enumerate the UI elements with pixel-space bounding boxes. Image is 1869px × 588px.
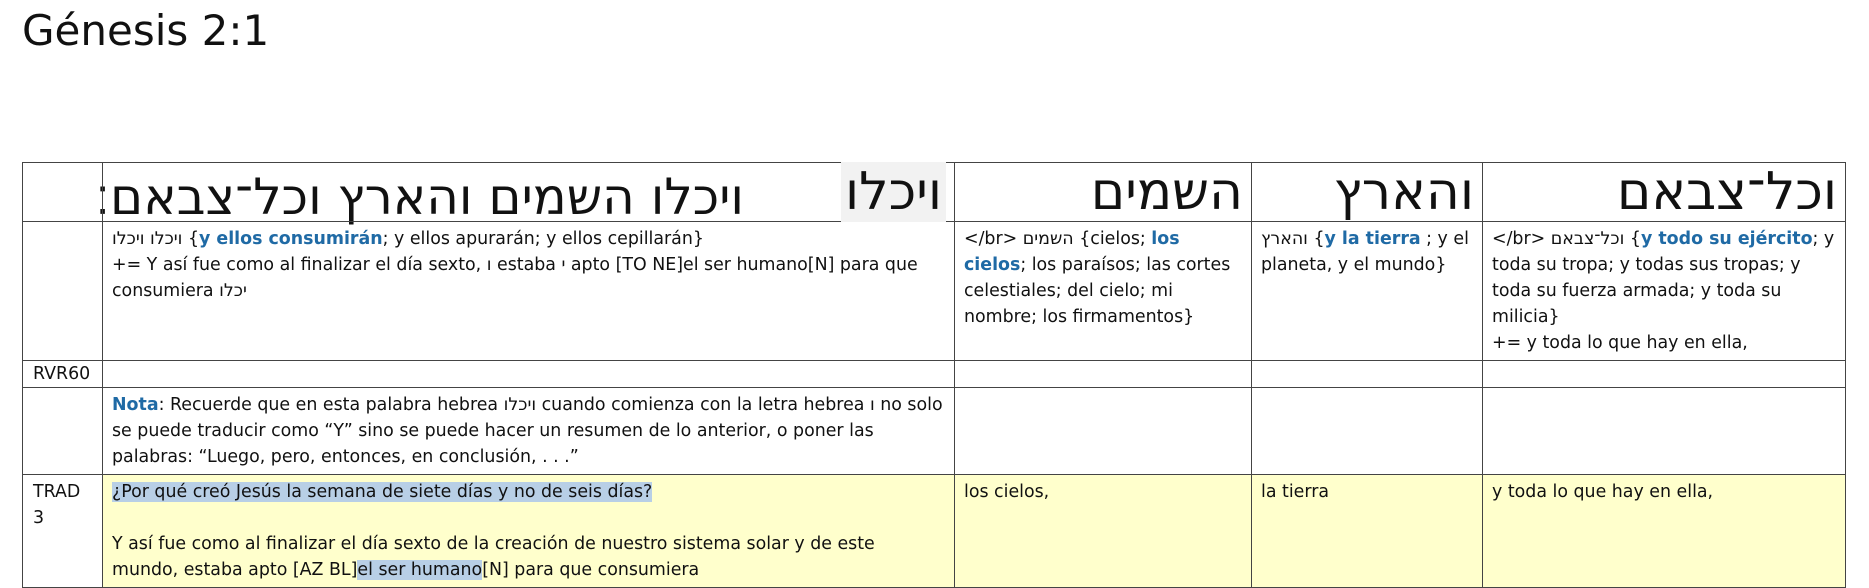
lexicon-2-post: ; los paraísos; las cortes celestiales; del cielo; mi nombre; los firmamentos} <box>964 255 1231 327</box>
lexicon-4-line2: += y toda lo que hay en ella, <box>1492 333 1748 353</box>
trad3-translation-highlight: el ser humano <box>357 560 483 580</box>
note-cell-2[interactable] <box>955 388 1252 475</box>
verse-hebrew: ויכלו השמים והארץ וכל־צבאם׃ <box>95 168 744 226</box>
header-row <box>23 163 1846 222</box>
lexicon-4-post: ; y toda su tropa; y todas sus tropas; y toda su fuerza armada; y toda su milicia} <box>1492 229 1835 327</box>
rvr60-cell-1[interactable] <box>103 361 955 388</box>
rvr60-cell-2[interactable] <box>955 361 1252 388</box>
note-cell-4[interactable] <box>1483 388 1846 475</box>
trad3-translation <box>112 531 945 583</box>
lexicon-3-post: ; y el planeta, y el mundo} <box>1261 229 1469 275</box>
trad3-cell-2[interactable]: los cielos, <box>955 475 1252 588</box>
trad3-cell-4[interactable]: y toda lo que hay en ella, <box>1483 475 1846 588</box>
trad3-row <box>23 475 1846 588</box>
trad3-blank-line <box>112 505 945 531</box>
note-cell-3[interactable] <box>1252 388 1483 475</box>
lexicon-4-pre: </br> וכל־צבאם { <box>1492 229 1641 249</box>
lexicon-cell-2[interactable] <box>955 222 1252 361</box>
lexicon-3-highlight: y la tierra <box>1324 229 1421 249</box>
lexicon-label-cell[interactable] <box>23 222 103 361</box>
lexicon-2-highlight: los cielos <box>964 229 1180 275</box>
trad3-label[interactable]: TRAD 3 <box>23 475 103 588</box>
header-word-2: השמים <box>1090 162 1243 222</box>
header-word-1: ויכלו <box>841 162 946 222</box>
lexicon-row <box>23 222 1846 361</box>
trad3-cell-3[interactable]: la tierra <box>1252 475 1483 588</box>
note-label-cell[interactable] <box>23 388 103 475</box>
document-title: Génesis 2:1 <box>22 6 270 55</box>
rvr60-cell-3[interactable] <box>1252 361 1483 388</box>
rvr60-row <box>23 361 1846 388</box>
header-cell-word-3[interactable] <box>1252 163 1483 222</box>
note-cell[interactable] <box>103 388 955 475</box>
lexicon-4-line1 <box>1492 226 1836 330</box>
lexicon-1-pre: ויכלו ויכלו { <box>112 229 200 249</box>
lexicon-cell-3[interactable] <box>1252 222 1483 361</box>
lexicon-cell-4[interactable] <box>1483 222 1846 361</box>
trad3-translation-pre: Y así fue como al finalizar el día sexto de la creación de nuestro sistema solar y de este mundo, estaba apto [AZ BL] <box>112 534 875 580</box>
trad3-question-text: ¿Por qué creó Jesús la semana de siete días y no de seis días? <box>112 482 653 502</box>
lexicon-1-line1 <box>112 226 945 252</box>
lexicon-2-pre: </br> השמים {cielos; <box>964 229 1152 249</box>
trad3-question <box>112 479 945 505</box>
lexicon-1-highlight: y ellos consumirán <box>199 229 383 249</box>
note-row <box>23 388 1846 475</box>
lexicon-cell-1[interactable] <box>103 222 955 361</box>
lexicon-1-post: ; y ellos apurarán; y ellos cepillarán} <box>382 229 704 249</box>
note-label: Nota <box>112 395 159 415</box>
header-cell-word-4[interactable] <box>1483 163 1846 222</box>
rvr60-label[interactable]: RVR60 <box>23 361 103 388</box>
trad3-cell-1[interactable] <box>103 475 955 588</box>
header-word-4: וכל־צבאם <box>1616 162 1837 222</box>
lexicon-3-pre: והארץ { <box>1261 229 1325 249</box>
lexicon-4-highlight: y todo su ejército <box>1640 229 1813 249</box>
header-word-3: והארץ <box>1333 162 1474 222</box>
rvr60-cell-4[interactable] <box>1483 361 1846 388</box>
note-text: : Recuerde que en esta palabra hebrea ויכלו cuando comienza con la letra hebrea ו no solo se puede traducir como “Y” sino se puede hacer un resumen de lo anterior, o poner las palabras: “Luego, pero, entonces, en conclusión, . . .” <box>112 395 943 467</box>
trad3-translation-post: [N] para que consumiera <box>482 560 700 580</box>
interlinear-table <box>22 162 1846 588</box>
header-cell-word-2[interactable] <box>955 163 1252 222</box>
header-cell-empty[interactable] <box>23 163 103 222</box>
lexicon-1-line2: += Y así fue como al finalizar el día sexto, ו estaba י apto [TO NE]el ser humano[N] para que consumiera יכלו <box>112 255 918 301</box>
header-cell-word-1[interactable] <box>103 163 955 222</box>
